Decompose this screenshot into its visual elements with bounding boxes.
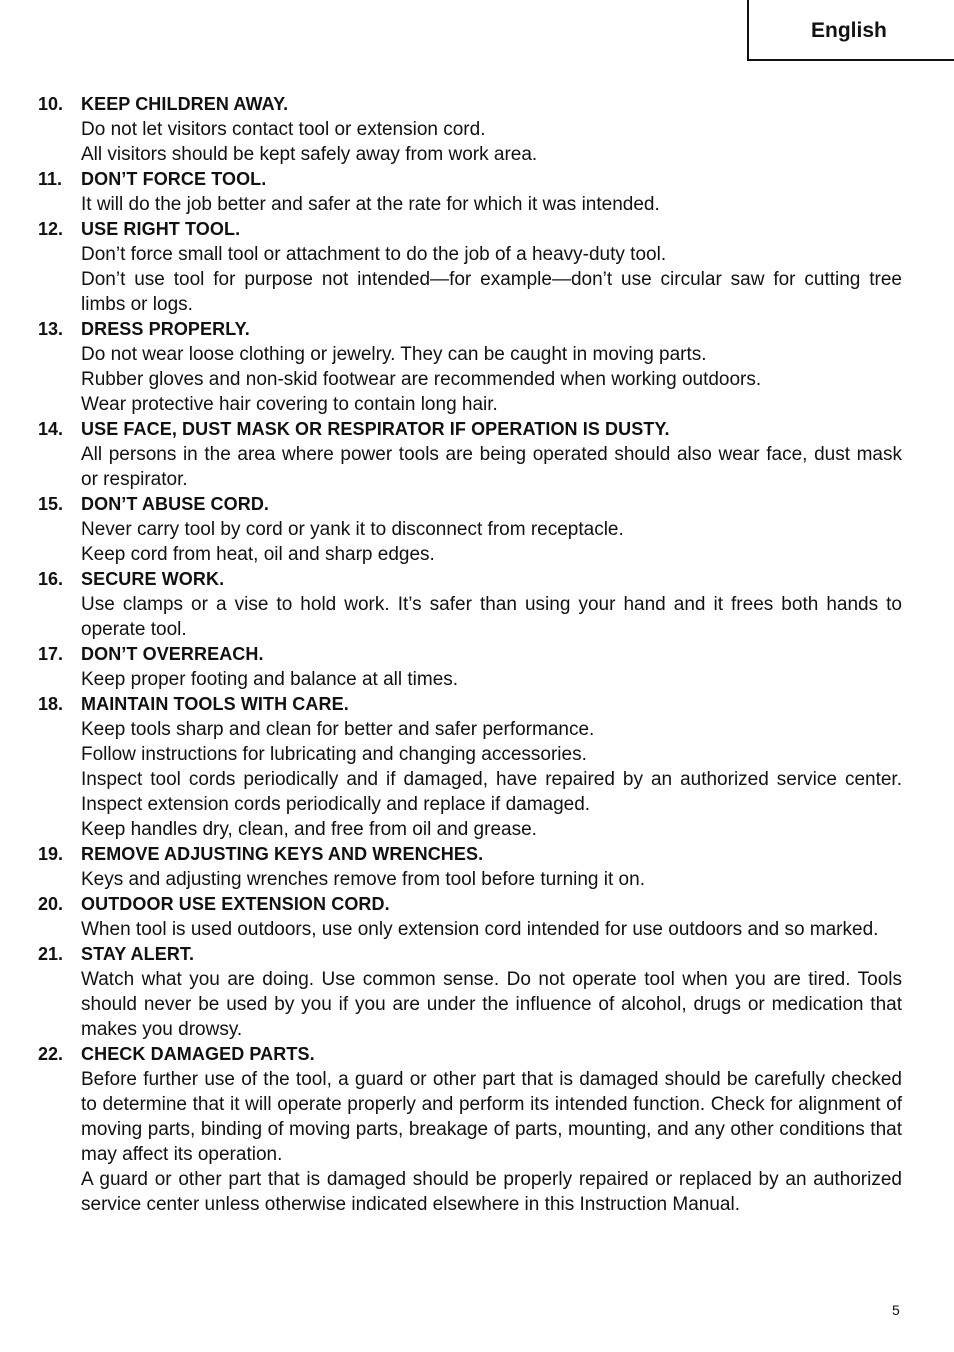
item-paragraph: Keep handles dry, clean, and free from oil and grease. — [81, 819, 537, 840]
item-number: 22. — [38, 1044, 64, 1064]
item-number: 12. — [38, 219, 64, 239]
item-number: 17. — [38, 644, 64, 664]
item-heading: DRESS PROPERLY. — [81, 319, 250, 339]
item-paragraph: Never carry tool by cord or yank it to disconnect from receptacle. — [81, 519, 624, 540]
item-number: 15. — [38, 494, 64, 514]
item-heading: SECURE WORK. — [81, 569, 225, 589]
item-paragraph: When tool is used outdoors, use only extension cord intended for use outdoors and so marked. — [81, 919, 879, 940]
item-number: 16. — [38, 569, 64, 589]
item-number: 21. — [38, 944, 64, 964]
item-paragraph: Keys and adjusting wrenches remove from tool before turning it on. — [81, 869, 645, 890]
item-paragraph: Use clamps or a vise to hold work. It’s safer than using your hand and it frees both hands to operate tool. — [81, 594, 902, 640]
safety-rule-item — [38, 167, 902, 217]
safety-rule-item — [38, 417, 902, 492]
item-number: 13. — [38, 319, 64, 339]
item-number: 14. — [38, 419, 64, 439]
safety-rule-item — [38, 942, 902, 1042]
item-heading: REMOVE ADJUSTING KEYS AND WRENCHES. — [81, 844, 484, 864]
safety-rule-item — [38, 692, 902, 842]
page-number: 5 — [892, 1302, 900, 1318]
safety-rule-item — [38, 92, 902, 167]
item-heading: CHECK DAMAGED PARTS. — [81, 1044, 315, 1064]
item-paragraph: Watch what you are doing. Use common sense. Do not operate tool when you are tired. Tools should never be used by you if you are under the influence of alcohol, drugs or medication that makes you drowsy. — [81, 969, 902, 1040]
item-number: 18. — [38, 694, 64, 714]
item-heading: DON’T FORCE TOOL. — [81, 169, 267, 189]
item-paragraph: Do not let visitors contact tool or extension cord. — [81, 119, 486, 140]
safety-rule-item — [38, 317, 902, 417]
item-paragraph: It will do the job better and safer at the rate for which it was intended. — [81, 194, 660, 215]
item-paragraph: All visitors should be kept safely away from work area. — [81, 144, 538, 165]
item-paragraph: Rubber gloves and non-skid footwear are recommended when working outdoors. — [81, 369, 762, 390]
item-heading: USE RIGHT TOOL. — [81, 219, 241, 239]
item-heading: DON’T OVERREACH. — [81, 644, 264, 664]
item-paragraph: Before further use of the tool, a guard or other part that is damaged should be carefully checked to determine that it will operate properly and perform its intended function. Check for alignment of moving parts, binding of moving parts, breakage of parts, mounting, and any other conditions that may affect its operation. — [81, 1069, 902, 1165]
item-heading: USE FACE, DUST MASK OR RESPIRATOR IF OPERATION IS DUSTY. — [81, 419, 670, 439]
safety-rule-item — [38, 842, 902, 892]
safety-rule-item — [38, 892, 902, 942]
item-heading: DON’T ABUSE CORD. — [81, 494, 270, 514]
safety-rule-item — [38, 217, 902, 317]
item-number: 19. — [38, 844, 64, 864]
item-heading: STAY ALERT. — [81, 944, 195, 964]
item-number: 10. — [38, 94, 64, 114]
item-paragraph: Keep tools sharp and clean for better and safer performance. — [81, 719, 595, 740]
item-paragraph: Keep proper footing and balance at all times. — [81, 669, 459, 690]
item-paragraph: Do not wear loose clothing or jewelry. They can be caught in moving parts. — [81, 344, 707, 365]
language-tab: English — [747, 0, 954, 61]
item-heading: OUTDOOR USE EXTENSION CORD. — [81, 894, 390, 914]
item-heading: MAINTAIN TOOLS WITH CARE. — [81, 694, 349, 714]
item-number: 20. — [38, 894, 64, 914]
item-paragraph: Inspect tool cords periodically and if damaged, have repaired by an authorized service center. Inspect extension cords periodically and replace if damaged. — [81, 769, 902, 815]
safety-rule-item — [38, 642, 902, 692]
item-paragraph: Wear protective hair covering to contain long hair. — [81, 394, 498, 415]
item-paragraph: Don’t force small tool or attachment to do the job of a heavy-duty tool. — [81, 244, 667, 265]
item-paragraph: Don’t use tool for purpose not intended—for example—don’t use circular saw for cutting tree limbs or logs. — [81, 269, 902, 315]
item-heading: KEEP CHILDREN AWAY. — [81, 94, 289, 114]
item-number: 11. — [38, 169, 63, 189]
safety-rule-item — [38, 567, 902, 642]
item-paragraph: Keep cord from heat, oil and sharp edges. — [81, 544, 435, 565]
item-paragraph: Follow instructions for lubricating and changing accessories. — [81, 744, 587, 765]
safety-rule-item — [38, 1042, 902, 1217]
safety-rule-item — [38, 492, 902, 567]
item-paragraph: A guard or other part that is damaged should be properly repaired or replaced by an authorized service center unless otherwise indicated elsewhere in this Instruction Manual. — [81, 1169, 902, 1215]
safety-rules-list — [38, 92, 902, 1217]
item-paragraph: All persons in the area where power tools are being operated should also wear face, dust mask or respirator. — [81, 444, 902, 490]
